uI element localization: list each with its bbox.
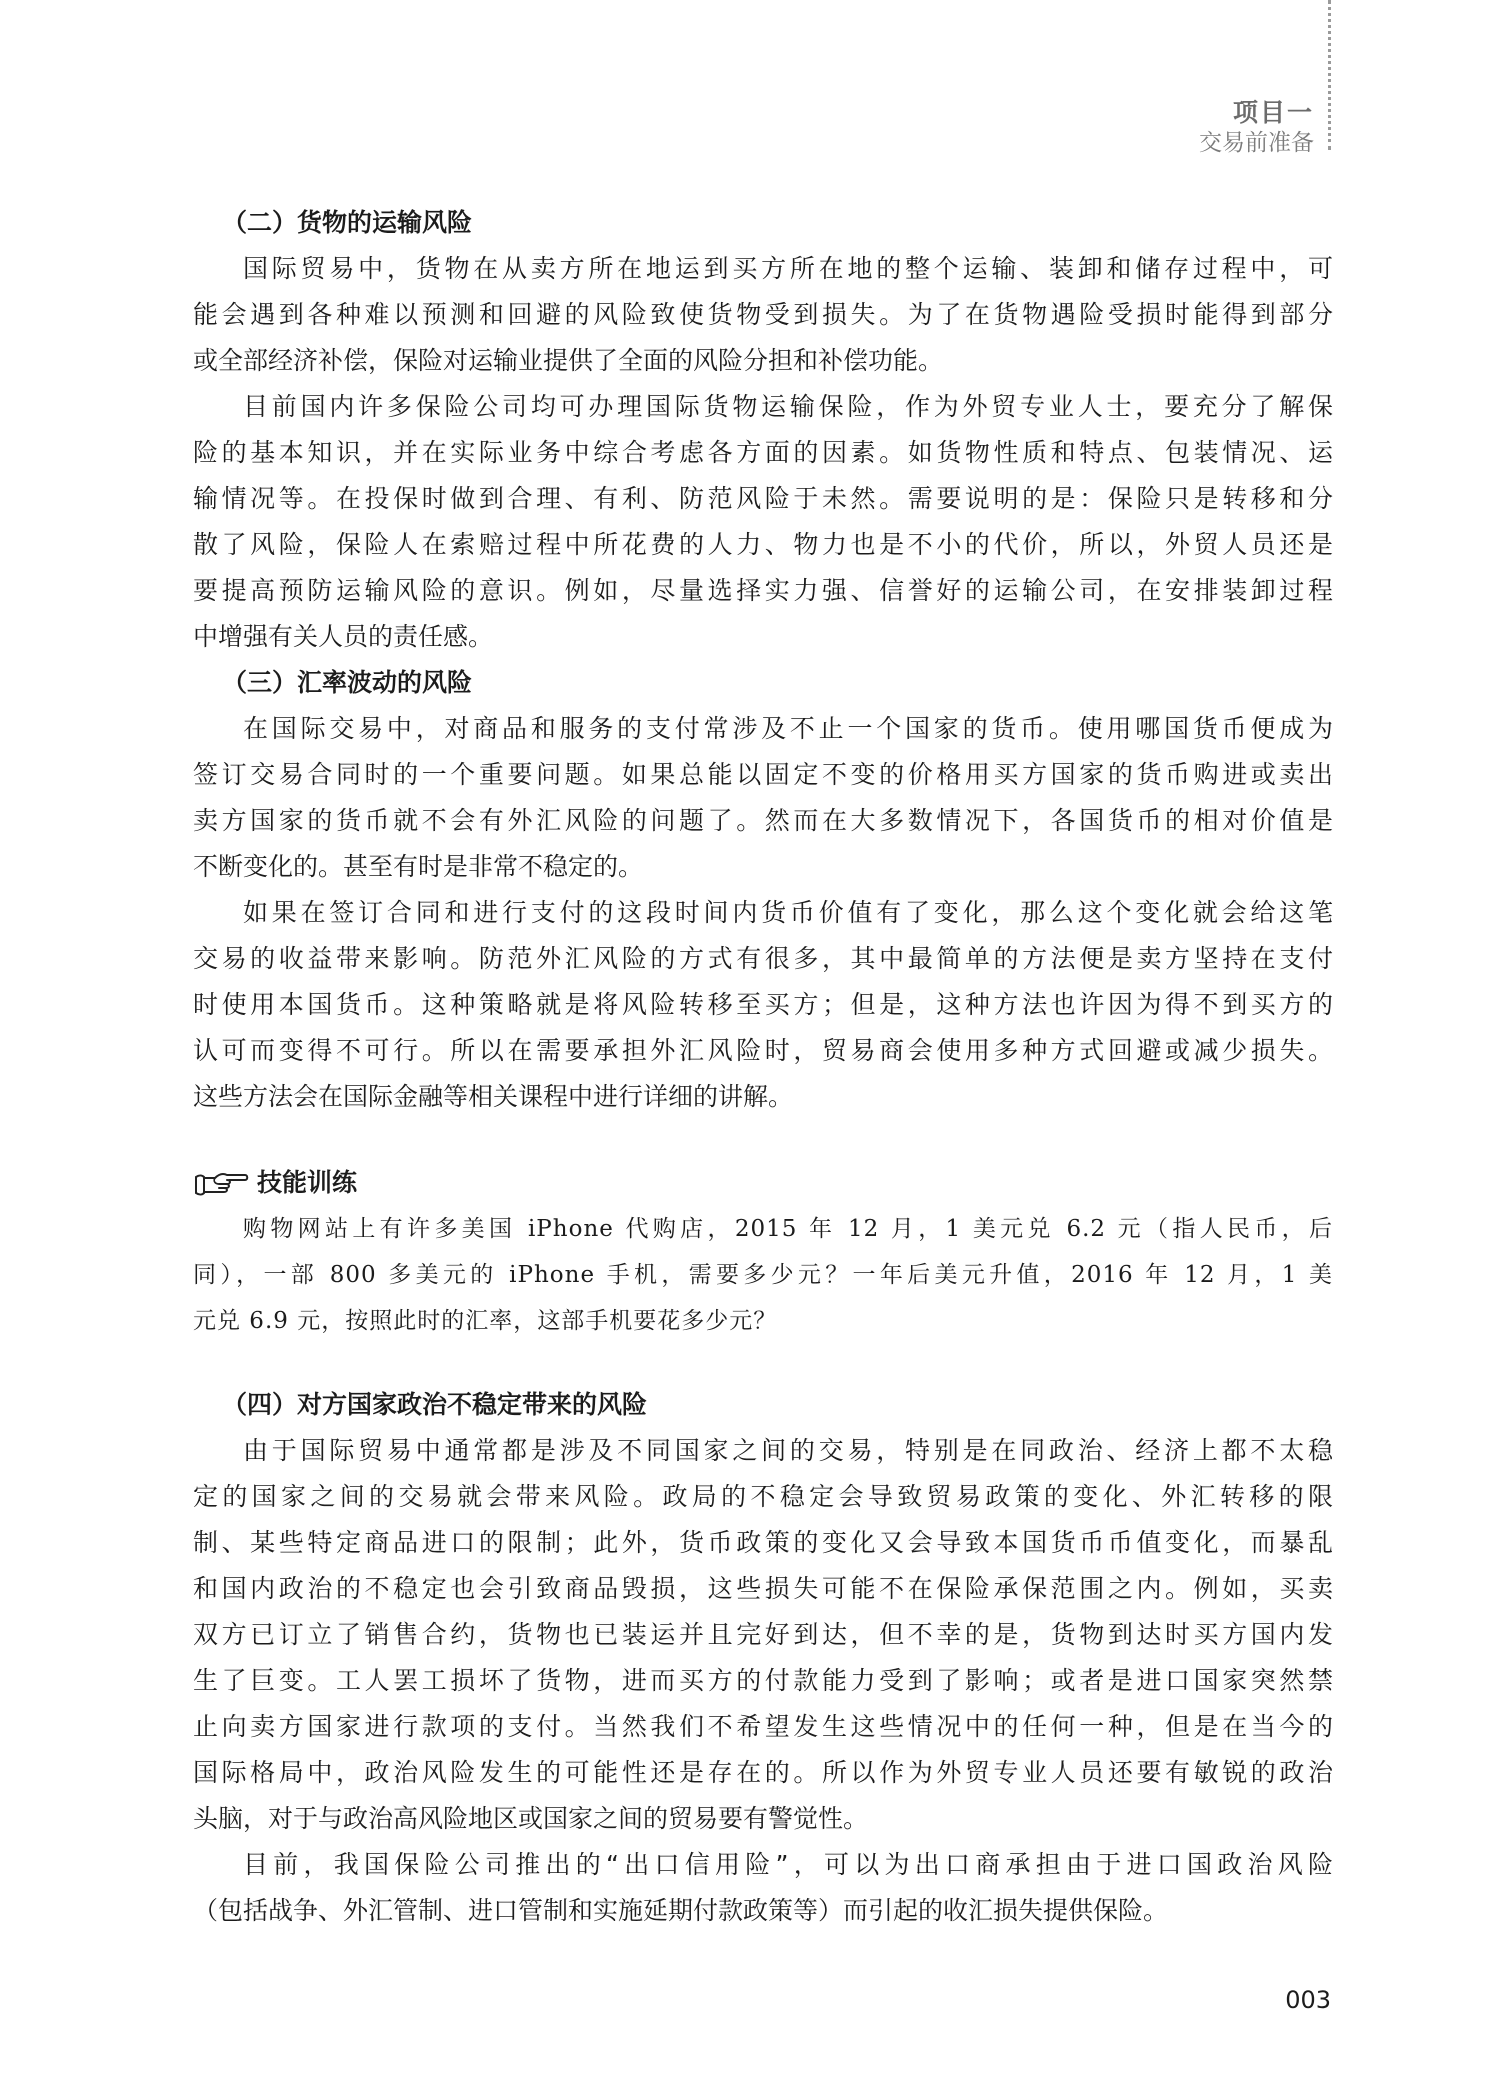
paragraph-exchange-1 — [193, 706, 1333, 890]
pointing-hand-icon — [193, 1168, 249, 1198]
text-line: 头脑，对于与政治高风险地区或国家之间的贸易要有警觉性。 — [193, 1804, 869, 1833]
header-subtitle: 交易前准备 — [1199, 130, 1314, 156]
text-line: 或全部经济补偿，保险对运输业提供了全面的风险分担和补偿功能。 — [193, 346, 944, 375]
skills-training-heading — [193, 1160, 1333, 1206]
text-line: 生了巨变。工人罢工损坏了货物，进而买方的付款能力受到了影响；或者是进口国家突然禁 — [193, 1666, 1333, 1695]
paragraph-transport-1 — [193, 246, 1333, 384]
text-line: 交易的收益带来影响。防范外汇风险的方式有很多，其中最简单的方法便是卖方坚持在支付 — [193, 944, 1333, 973]
text-line: （包括战争、外汇管制、进口管制和实施延期付款政策等）而引起的收汇损失提供保险。 — [193, 1896, 1169, 1925]
text-line: 不断变化的。甚至有时是非常不稳定的。 — [193, 852, 644, 881]
text-line: 目前，我国保险公司推出的“出口信用险”，可以为出口商承担由于进口国政治风险 — [243, 1850, 1333, 1879]
page-content — [193, 200, 1333, 1934]
text-line: 如果在签订合同和进行支付的这段时间内货币价值有了变化，那么这个变化就会给这笔 — [243, 898, 1333, 927]
skills-exercise — [193, 1206, 1333, 1344]
text-line: 国际格局中，政治风险发生的可能性还是存在的。所以作为外贸专业人员还要有敏锐的政治 — [193, 1758, 1333, 1787]
spacer — [193, 1120, 1333, 1160]
paragraph-political-2 — [193, 1842, 1333, 1934]
text-line: 中增强有关人员的责任感。 — [193, 622, 494, 651]
text-line: 时使用本国货币。这种策略就是将风险转移至买方；但是，这种方法也许因为得不到买方的 — [193, 990, 1333, 1019]
text-line: 险的基本知识，并在实际业务中综合考虑各方面的因素。如货物性质和特点、包装情况、运 — [193, 438, 1333, 467]
paragraph-transport-2 — [193, 384, 1333, 660]
text-line: 认可而变得不可行。所以在需要承担外汇风险时，贸易商会使用多种方式回避或减少损失。 — [193, 1036, 1333, 1065]
skills-training-title: 技能训练 — [257, 1168, 358, 1197]
running-header — [1199, 98, 1314, 158]
section-heading-political-risk: （四）对方国家政治不稳定带来的风险 — [222, 1390, 648, 1419]
text-line: 卖方国家的货币就不会有外汇风险的问题了。然而在大多数情况下，各国货币的相对价值是 — [193, 806, 1333, 835]
text-line: 输情况等。在投保时做到合理、有利、防范风险于未然。需要说明的是：保险只是转移和分 — [193, 484, 1333, 513]
header-project: 项目一 — [1232, 98, 1314, 127]
section-heading-exchange-risk: （三）汇率波动的风险 — [222, 668, 473, 697]
text-line: 定的国家之间的交易就会带来风险。政局的不稳定会导致贸易政策的变化、外汇转移的限 — [193, 1482, 1333, 1511]
text-line: 要提高预防运输风险的意识。例如，尽量选择实力强、信誉好的运输公司，在安排装卸过程 — [193, 576, 1333, 605]
paragraph-political-1 — [193, 1428, 1333, 1842]
paragraph-exchange-2 — [193, 890, 1333, 1120]
page-edge-dots — [1328, 0, 1331, 150]
text-line: 制、某些特定商品进口的限制；此外，货币政策的变化又会导致本国货币币值变化，而暴乱 — [193, 1528, 1333, 1557]
text-line: 双方已订立了销售合约，货物也已装运并且完好到达，但不幸的是，货物到达时买方国内发 — [193, 1620, 1333, 1649]
text-line: 购物网站上有许多美国 iPhone 代购店，2015 年 12 月，1 美元兑 6.2 元（指人民币，后 — [243, 1216, 1333, 1242]
text-line: 同），一部 800 多美元的 iPhone 手机，需要多少元？一年后美元升值，2016 年 12 月，1 美 — [193, 1262, 1333, 1288]
text-line: 散了风险，保险人在索赔过程中所花费的人力、物力也是不小的代价，所以，外贸人员还是 — [193, 530, 1333, 559]
text-line: 目前国内许多保险公司均可办理国际货物运输保险，作为外贸专业人士，要充分了解保 — [243, 392, 1333, 421]
text-line: 和国内政治的不稳定也会引致商品毁损，这些损失可能不在保险承保范围之内。例如，买卖 — [193, 1574, 1333, 1603]
page-number: 003 — [1285, 1986, 1331, 2014]
text-line: 这些方法会在国际金融等相关课程中进行详细的讲解。 — [193, 1082, 794, 1111]
text-line: 签订交易合同时的一个重要问题。如果总能以固定不变的价格用买方国家的货币购进或卖出 — [193, 760, 1333, 789]
text-line: 元兑 6.9 元，按照此时的汇率，这部手机要花多少元？ — [193, 1308, 778, 1334]
text-line: 止向卖方国家进行款项的支付。当然我们不希望发生这些情况中的任何一种，但是在当今的 — [193, 1712, 1333, 1741]
text-line: 由于国际贸易中通常都是涉及不同国家之间的交易，特别是在同政治、经济上都不太稳 — [243, 1436, 1333, 1465]
text-line: 能会遇到各种难以预测和回避的风险致使货物受到损失。为了在货物遇险受损时能得到部分 — [193, 300, 1333, 329]
text-line: 国际贸易中，货物在从卖方所在地运到买方所在地的整个运输、装卸和储存过程中，可 — [243, 254, 1333, 283]
section-heading-transport-risk: （二）货物的运输风险 — [222, 208, 473, 237]
text-line: 在国际交易中，对商品和服务的支付常涉及不止一个国家的货币。使用哪国货币便成为 — [243, 714, 1333, 743]
spacer — [193, 1344, 1333, 1382]
